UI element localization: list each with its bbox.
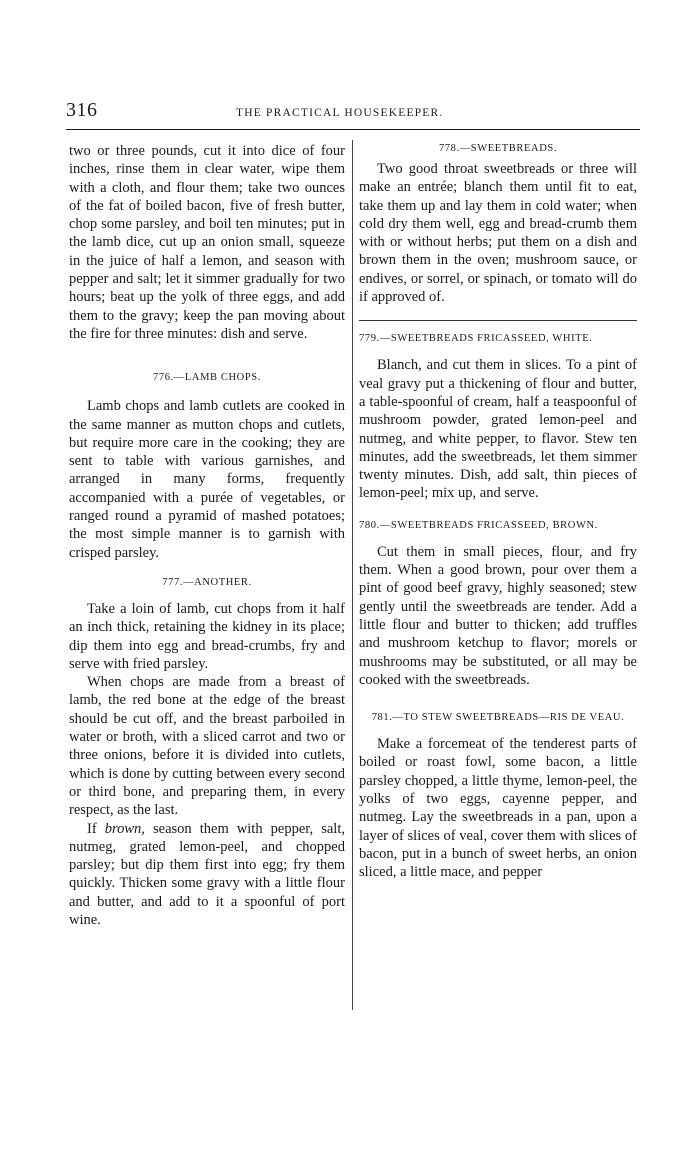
right-column bbox=[359, 142, 637, 882]
recipe-777-p3-emphasis: brown bbox=[104, 820, 142, 837]
continuation-paragraph: two or three pounds, cut it into dice of four inches, rinse them in clear water, wipe them with a cloth, and flour them; take two ounces of the fat of boiled bacon, five of fresh butter, chop some parsley, and boil ten minutes; put in the lamb dice, cut up an onion small, squeeze in the juice of half a lemon, and season with pepper and salt; let it simmer gradually for two hours; beat up the yolk of three eggs, and add them to the gravy; keep the pan moving about the fire for three minutes: dish and serve. bbox=[69, 143, 345, 342]
column-divider bbox=[352, 140, 353, 1010]
recipe-777-heading: 777.—ANOTHER. bbox=[162, 576, 252, 588]
recipe-779-paragraph: Blanch, and cut them in slices. To a pint of veal gravy put a thickening of flour and butter, a table-spoonful of cream, half a teaspoonful of mushroom powder, grated lemon-peel and nutmeg, and white pepper, to flavor. Stew ten minutes, add the sweetbreads, let them simmer twenty minutes. Dish, add salt, thin pieces of lemon-peel; mix up, and serve. bbox=[359, 357, 637, 502]
page-number: 316 bbox=[66, 99, 98, 121]
recipe-778-heading: 778.—SWEETBREADS. bbox=[438, 143, 558, 154]
recipe-777-p3-pre: If bbox=[87, 820, 105, 837]
recipe-776-paragraph: Lamb chops and lamb cutlets are cooked in the same manner as mutton chops and cutlets, but require more care in the cooking; they are sent to table with various garnishes, and arranged in many forms, frequently accompanied with a purée of vegetables, or ranged round a pyramid of mashed potatoes; the most simple manner is to garnish with crisped parsley. bbox=[69, 398, 345, 561]
left-column bbox=[69, 142, 345, 929]
recipe-781-heading: 781.—TO STEW SWEETBREADS—RIS DE VEAU. bbox=[371, 712, 625, 724]
recipe-777-paragraph-1: Take a loin of lamb, cut chops from it half an inch thick, retaining the kidney in its place; dip them into egg and bread-crumbs, fry and serve with fried parsley. bbox=[69, 600, 345, 672]
running-title: THE PRACTICAL HOUSEKEEPER. bbox=[236, 107, 444, 119]
recipe-777-paragraph-2: When chops are made from a breast of lamb, the red bone at the edge of the breast should be cut off, and the breast parboiled in water or broth, with a sliced carrot and two or three onions, before it is divided into cutlets, which is done by cutting between every second or third bone, and preparing them, in every respect, as the last. bbox=[69, 674, 345, 819]
header-rule bbox=[66, 129, 640, 130]
recipe-779-heading: 779.—SWEETBREADS FRICASSEED, WHITE. bbox=[359, 333, 593, 345]
recipe-781-paragraph: Make a forcemeat of the tenderest parts of boiled or roast fowl, some bacon, a little parsley chopped, a little thyme, lemon-peel, the yolks of two eggs, cayenne pepper, and nutmeg. Lay the sweetbreads in a pan, upon a layer of slices of veal, cover them with slices of bacon, put in a bunch of sweet herbs, an onion sliced, a little mace, and pepper bbox=[359, 736, 637, 881]
page-header bbox=[66, 99, 642, 129]
recipe-780-paragraph: Cut them in small pieces, flour, and fry them. When a good brown, pour over them a pint of good beef gravy, highly seasoned; stew gently until the sweetbreads are tender. Add a little flour and butter to thicken; add truffles and mushroom ketchup to flavor; morels or mushrooms may be substituted, or all may be cooked with the sweetbreads. bbox=[359, 543, 637, 688]
recipe-776-heading: 776.—LAMB CHOPS. bbox=[153, 372, 261, 384]
recipe-780-heading: 780.—SWEETBREADS FRICASSEED, BROWN. bbox=[359, 519, 598, 531]
recipe-777-p3-post: , season them with pepper, salt, nutmeg, grated lemon-peel, and chopped parsley; but dip them first into egg; fry them quickly. Thicken some gravy with a little flour and butter, and add to it a spoonful of port wine. bbox=[69, 820, 345, 928]
recipe-777-paragraph-3 bbox=[69, 820, 345, 930]
recipe-778-paragraph: Two good throat sweetbreads or three will make an entrée; blanch them until fit to eat, take them up and lay them in cold water; when cold dry them well, egg and bread-crumb them with or without herbs; put them on a dish and brown them in the oven; mushroom sauce, or endives, or sorrel, or spinach, or tomato will do if approved of. bbox=[359, 161, 637, 306]
